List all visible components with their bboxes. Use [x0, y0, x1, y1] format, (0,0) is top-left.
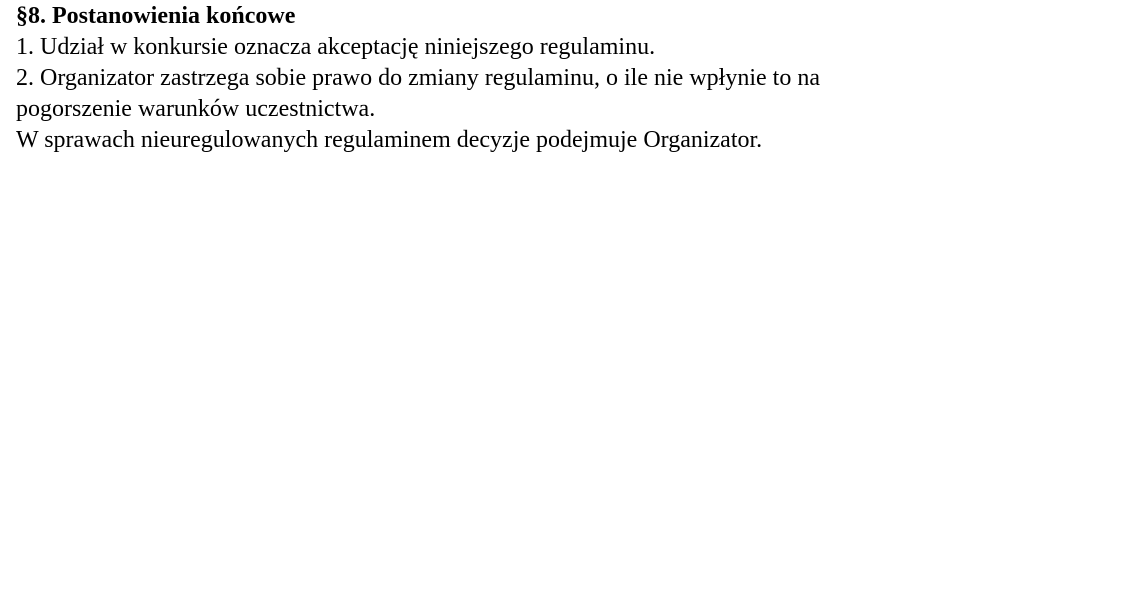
paragraph-1: 1. Udział w konkursie oznacza akceptację niniejszego regulaminu.: [16, 34, 656, 60]
paragraph-3: W sprawach nieuregulowanych regulaminem decyzje podejmuje Organizator.: [16, 127, 763, 153]
section-heading: §8. Postanowienia końcowe: [16, 3, 296, 29]
document-body: [16, 1, 1116, 156]
paragraph-2: 2. Organizator zastrzega sobie prawo do zmiany regulaminu, o ile nie wpłynie to na pogorszenie warunków uczestnictwa.: [16, 65, 820, 122]
